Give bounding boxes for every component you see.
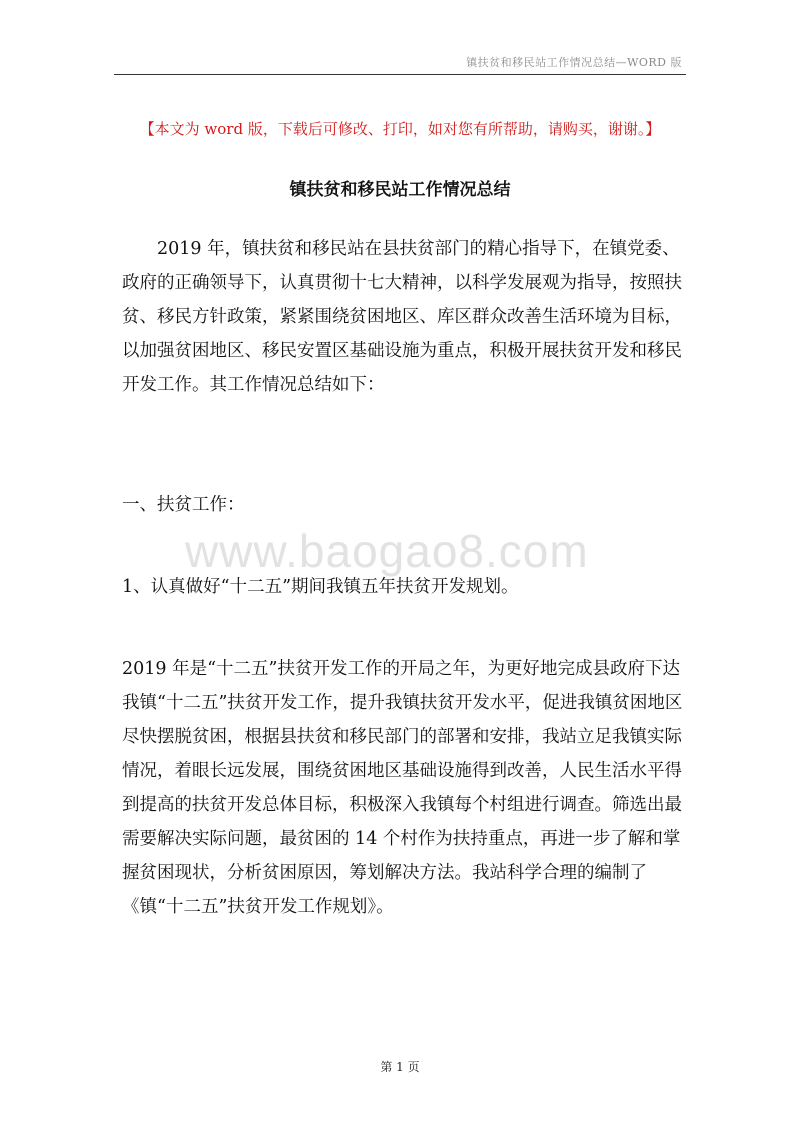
purchase-notice: 【本文为 word 版，下载后可修改、打印，如对您有所帮助，请购买，谢谢。】 — [139, 120, 661, 138]
paragraph-planning: 2019 年是“十二五”扶贫开发工作的开局之年，为更好地完成县政府下达我镇“十二五”扶贫开发工作，提升我镇扶贫开发水平，促进我镇贫困地区尽快摆脱贫困，根据县扶贫和移民部门的部署和安排，我站立足我镇实际情况，着眼长远发展，围绕贫困地区基础设施得到改善，人民生活水平得到提高的扶贫开发总体目标，积极深入我镇每个村组进行调查。筛选出最需要解决实际问题，最贫困的 14 个村作为扶持重点，再进一步了解和掌握贫困现状，分析贫困原因，筹划解决方法。我站科学合理的编制了《镇“十二五”扶贫开发工作规划》。 — [122, 659, 683, 917]
subsection-heading: 1、认真做好“十二五”期间我镇五年扶贫开发规划。 — [122, 577, 519, 597]
running-header: 镇扶贫和移民站工作情况总结—WORD 版 — [466, 56, 682, 69]
page-number: 第 1 页 — [380, 1060, 420, 1074]
section-heading: 一、扶贫工作： — [122, 495, 245, 515]
paragraph-intro: 2019 年，镇扶贫和移民站在县扶贫部门的精心指导下，在镇党委、政府的正确领导下，认真贯彻十七大精神，以科学发展观为指导，按照扶贫、移民方针政策，紧紧围绕贫困地区、库区群众改善生活环境为目标，以加强贫困地区、移民安置区基础设施为重点，积极开展扶贫开发和移民开发工作。其工作情况总结如下： — [122, 239, 682, 395]
document-title: 镇扶贫和移民站工作情况总结 — [289, 180, 511, 200]
watermark-text: www.baogao8.com — [185, 525, 589, 577]
header-divider — [114, 74, 686, 75]
